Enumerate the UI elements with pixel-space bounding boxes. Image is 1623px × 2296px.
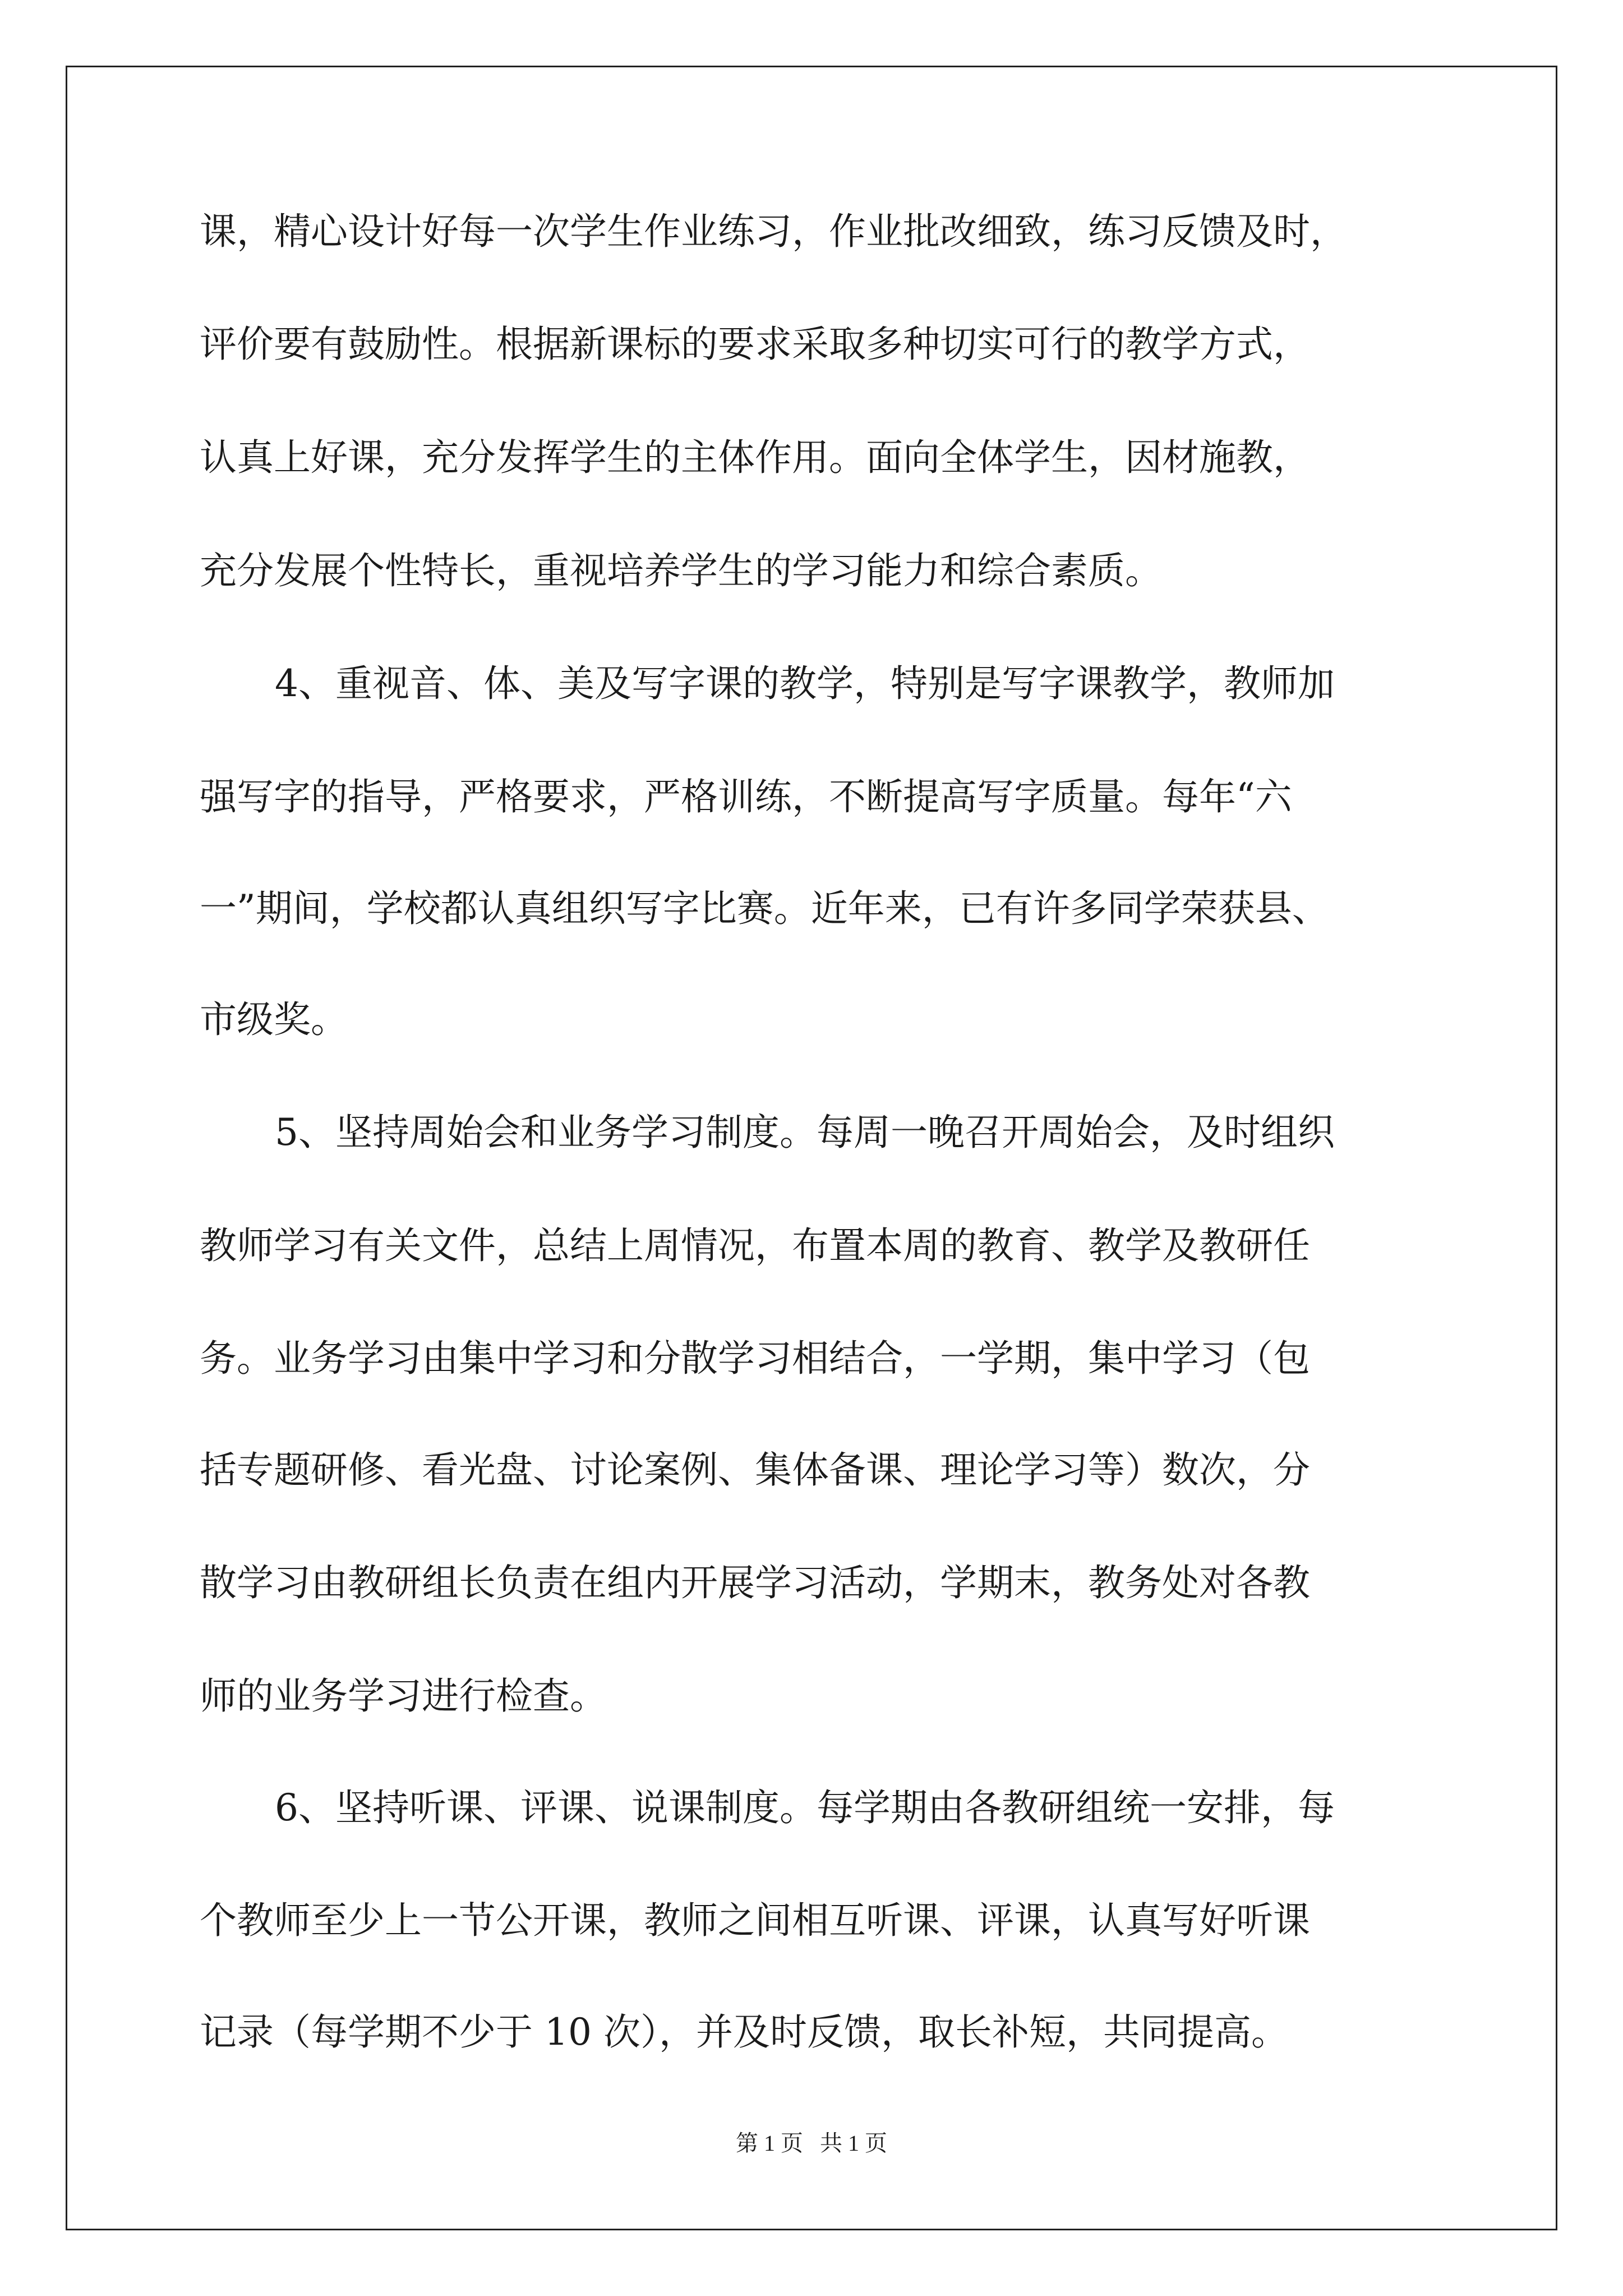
body-text-line: 括专题研修、看光盘、讨论案例、集体备课、理论学习等）数次，分 <box>200 1448 1310 1492</box>
body-text-line: 散学习由教研组长负责在组内开展学习活动，学期末，教务处对各教 <box>200 1561 1310 1604</box>
body-text-line: 充分发展个性特长，重视培养学生的学习能力和综合素质。 <box>200 549 1162 592</box>
paragraph-6-start: 6、坚持听课、评课、说课制度。每学期由各教研组统一安排，每 <box>275 1786 1335 1829</box>
body-text-line: 师的业务学习进行检查。 <box>200 1674 607 1718</box>
body-text-line: 记录（每学期不少于 10 次），并及时反馈，取长补短，共同提高。 <box>200 2010 1288 2054</box>
body-text-line: 强写字的指导，严格要求，严格训练，不断提高写字质量。每年“六 <box>200 775 1292 818</box>
body-text-line: 认真上好课，充分发挥学生的主体作用。面向全体学生，因材施教， <box>200 436 1310 479</box>
body-text-line: 一”期间，学校都认真组织写字比赛。近年来，已有许多同学荣获县、 <box>200 887 1329 930</box>
page-footer: 第 1 页 共 1 页 <box>736 2131 887 2156</box>
body-text-line: 评价要有鼓励性。根据新课标的要求采取多种切实可行的教学方式， <box>200 323 1310 366</box>
body-text-line: 教师学习有关文件，总结上周情况，布置本周的教育、教学及教研任 <box>200 1224 1310 1267</box>
paragraph-4-start: 4、重视音、体、美及写字课的教学，特别是写字课教学，教师加 <box>275 662 1335 705</box>
body-text-line: 个教师至少上一节公开课，教师之间相互听课、评课，认真写好听课 <box>200 1899 1310 1942</box>
body-text-line: 课，精心设计好每一次学生作业练习，作业批改细致，练习反馈及时， <box>200 210 1347 253</box>
paragraph-5-start: 5、坚持周始会和业务学习制度。每周一晚召开周始会，及时组织 <box>275 1111 1335 1154</box>
body-text-line: 市级奖。 <box>200 998 348 1041</box>
body-text-line: 务。业务学习由集中学习和分散学习相结合，一学期，集中学习（包 <box>200 1337 1310 1380</box>
